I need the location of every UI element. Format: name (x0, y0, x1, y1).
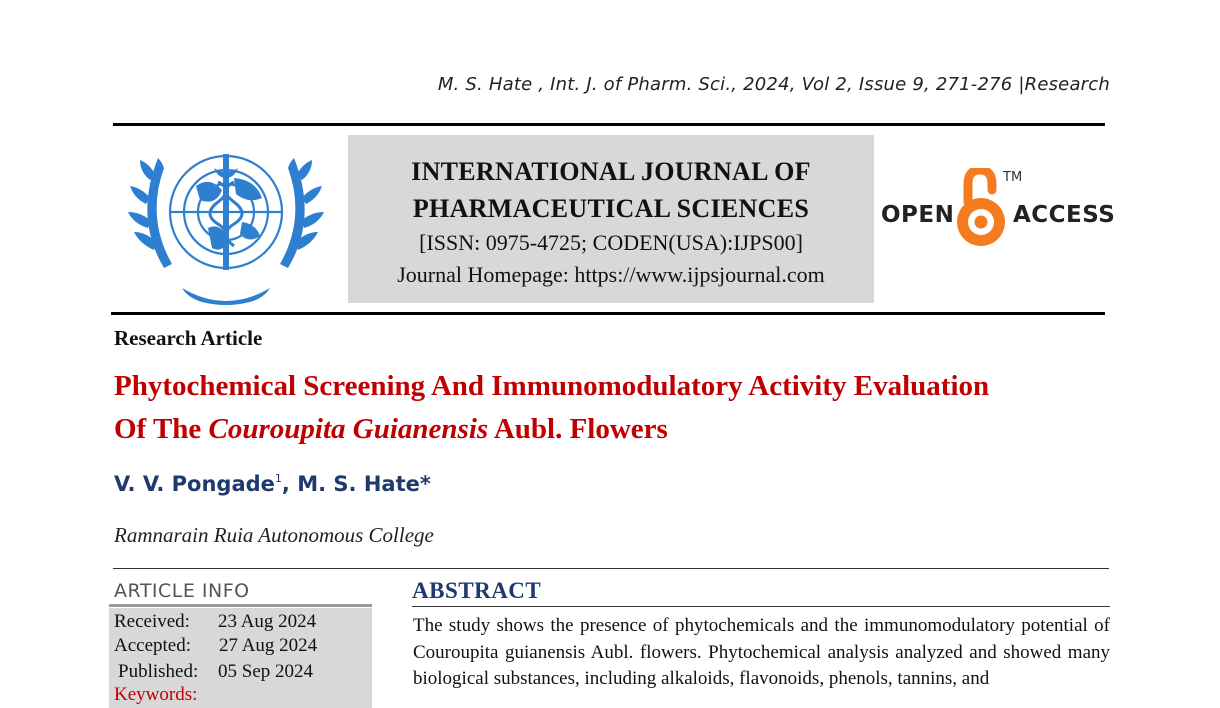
open-access-word-access: ACCESS (1013, 202, 1116, 228)
trademark-mark: TM (1003, 170, 1023, 185)
abstract-body: The study shows the presence of phytochemicals and the immunomodulatory potential of Couroupita guianensis Aubl. flowers. Phytochemical analysis analyzed and showed many biological substances, including alkaloids, flavonoids, phenols, tannins, and (413, 615, 1110, 689)
title-species-name: Couroupita Guianensis (208, 413, 489, 445)
article-type-label: Research Article (114, 326, 263, 350)
masthead-rule-top (113, 123, 1105, 126)
received-date: 23 Aug 2024 (218, 611, 317, 632)
masthead-rule-bottom (111, 312, 1105, 315)
title-line2-suffix: Aubl. Flowers (488, 413, 668, 445)
author-name[interactable]: V. V. Pongade (114, 472, 275, 496)
published-date: 05 Sep 2024 (218, 661, 313, 682)
received-label: Received: (114, 611, 190, 632)
corresponding-author-name[interactable]: M. S. Hate* (297, 472, 431, 496)
abstract-rule (412, 606, 1110, 607)
journal-title-line2: PHARMACEUTICAL SCIENCES (412, 194, 810, 223)
keywords-label: Keywords: (114, 684, 198, 705)
published-label: Published: (118, 661, 199, 682)
article-info-heading: ARTICLE INFO (114, 580, 250, 602)
article-title (114, 365, 1104, 451)
un-emblem-logo (126, 138, 326, 306)
journal-title-line1: INTERNATIONAL JOURNAL OF (411, 157, 811, 186)
article-info-rule (109, 604, 372, 607)
journal-homepage[interactable]: Journal Homepage: https://www.ijpsjournal.com (397, 262, 825, 287)
accepted-date: 27 Aug 2024 (219, 635, 318, 656)
title-line2-prefix: Of The (114, 413, 209, 445)
journal-masthead-box (348, 135, 874, 303)
author-affiliation: Ramnarain Ruia Autonomous College (114, 523, 434, 547)
author-separator: , (281, 472, 298, 496)
author-list (114, 472, 431, 496)
author-affiliation-marker: 1 (274, 472, 282, 485)
open-access-word-open: OPEN (881, 202, 955, 228)
journal-issn: [ISSN: 0975-4725; CODEN(USA):IJPS00] (419, 230, 803, 255)
section-divider (113, 568, 1109, 569)
running-head: M. S. Hate , Int. J. of Pharm. Sci., 2024, Vol 2, Issue 9, 271-276 |Research (437, 74, 1110, 95)
accepted-label: Accepted: (114, 635, 192, 656)
title-line1: Phytochemical Screening And Immunomodulatory Activity Evaluation (114, 370, 990, 402)
abstract-heading: ABSTRACT (412, 578, 542, 603)
